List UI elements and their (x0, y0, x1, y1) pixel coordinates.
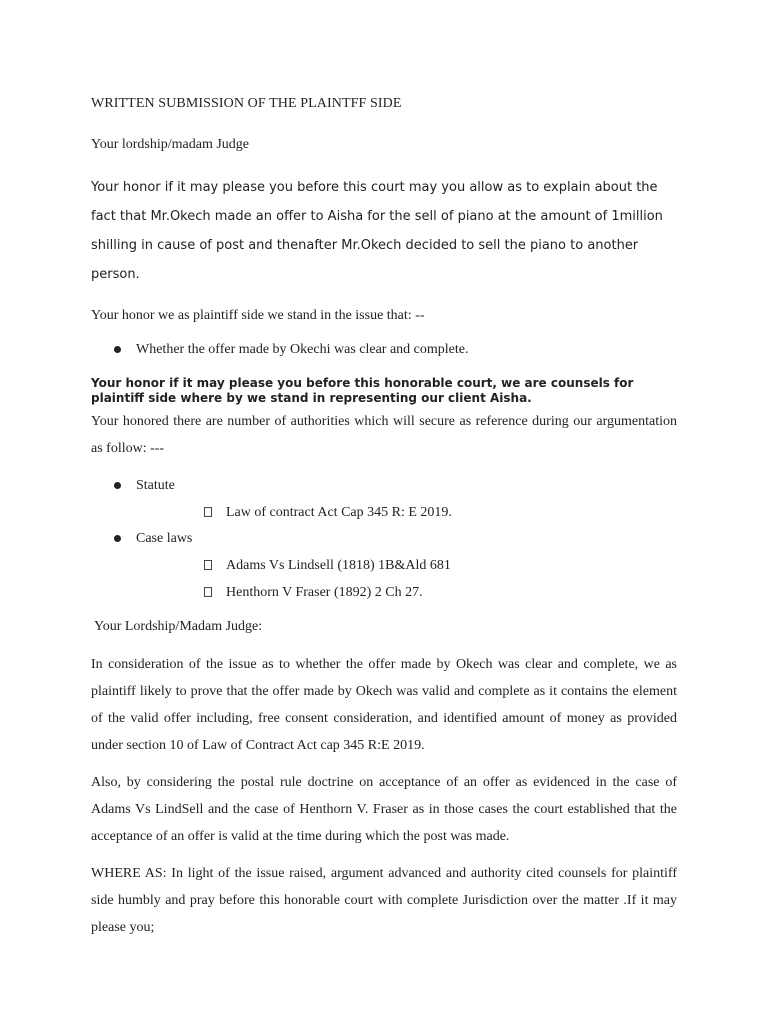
authority-item (136, 583, 677, 603)
authority-item-text: Law of contract Act Cap 345 R: E 2019. (226, 505, 452, 520)
box-bullet-icon (204, 507, 212, 517)
statute-list (136, 503, 677, 523)
counsel-statement: Your honor if it may please you before this honorable court, we are counsels for plaintiff side where by we stand in representing our client Aisha. (91, 376, 634, 405)
bullet-icon (114, 346, 121, 353)
body-paragraph: WHERE AS: In light of the issue raised, argument advanced and authority cited counsels for plaintiff side humbly and pray before this honorable court with complete Jurisdiction over the matter .If it may please you; (91, 866, 677, 935)
authority-category-statute (91, 476, 677, 523)
authority-item (136, 503, 677, 523)
body-paragraph: Also, by considering the postal rule doctrine on acceptance of an offer as evidenced in the case of Adams Vs LindSell and the case of Henthorn V. Fraser as in those cases the court established that the acceptance of an offer is valid at the time during which the post was made. (91, 775, 677, 844)
authority-category-label: Case laws (136, 531, 193, 546)
authorities-list (91, 476, 677, 603)
case-law-list (136, 556, 677, 603)
issue-text: Whether the offer made by Okechi was clear and complete. (136, 342, 469, 357)
box-bullet-icon (204, 587, 212, 597)
authorities-intro: Your honored there are number of authorities which will secure as reference during our argumentation as follow: --- (91, 414, 677, 456)
bullet-icon (114, 535, 121, 542)
authority-item-text: Adams Vs Lindsell (1818) 1B&Ald 681 (226, 558, 451, 573)
box-bullet-icon (204, 560, 212, 570)
issue-intro: Your honor we as plaintiff side we stand in the issue that: -- (91, 308, 425, 323)
body-paragraph: In consideration of the issue as to whether the offer made by Okech was clear and complete, we as plaintiff likely to prove that the offer made by Okech was valid and complete as it contains the element of the valid offer including, free consent consideration, and identified amount of money as provided under section 10 of Law of Contract Act cap 345 R:E 2019. (91, 657, 677, 753)
issue-list (91, 340, 677, 360)
issue-item (91, 340, 677, 360)
intro-paragraph: Your honor if it may please you before this court may you allow as to explain about the fact that Mr.Okech made an offer to Aisha for the sell of piano at the amount of 1million shilling in cause of post and thenafter Mr.Okech decided to sell the piano to another person. (91, 180, 663, 282)
authority-item-text: Henthorn V Fraser (1892) 2 Ch 27. (226, 585, 423, 600)
salutation: Your lordship/madam Judge (91, 137, 250, 152)
document-page (91, 90, 677, 951)
authority-category-case-laws (91, 529, 677, 603)
bullet-icon (114, 482, 121, 489)
document-title: WRITTEN SUBMISSION OF THE PLAINTFF SIDE (91, 96, 402, 111)
authority-item (136, 556, 677, 576)
lordship-address: Your Lordship/Madam Judge: (94, 619, 263, 634)
authority-category-label: Statute (136, 478, 175, 493)
